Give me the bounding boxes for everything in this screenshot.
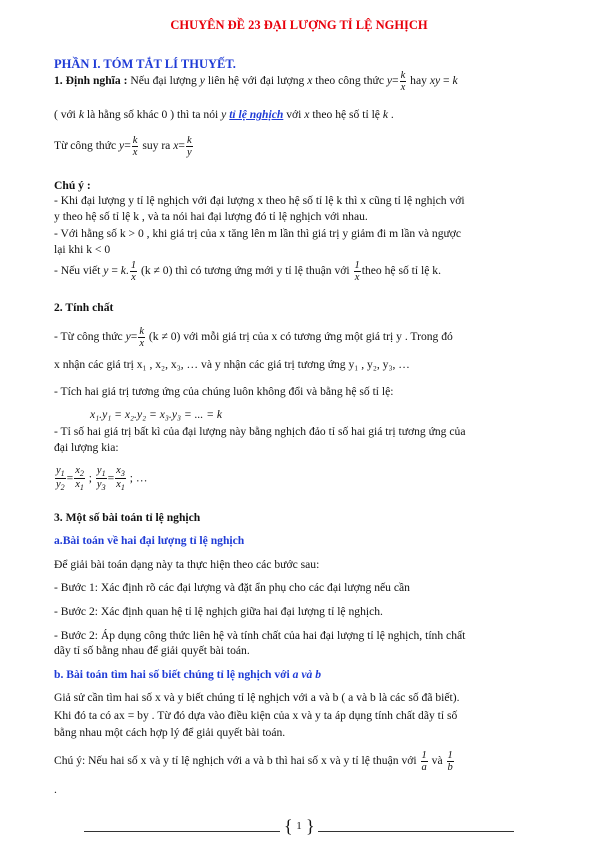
property-line-2: x nhận các giá trị x₁ , x₂, x₃, … và y nhận các giá trị tương ứng y₁ , y₂, y₃, … — [54, 358, 410, 371]
note-line-1: - Khi đại lượng y tỉ lệ nghịch với đại lượng x theo hệ số tỉ lệ k thì x cũng tỉ lệ nghịch với — [54, 194, 465, 207]
term-inverse-proportion: tỉ lệ nghịch — [229, 108, 284, 121]
fraction-k-over-x: $\frac{k}{x}$ — [400, 70, 406, 94]
fraction-k-over-x: $\frac{k}{x}$ — [139, 326, 144, 350]
fraction: $\frac{y_1}{y_3}$ — [96, 465, 106, 493]
note-label: Chú ý : — [54, 179, 91, 192]
text: Chú ý: Nếu hai số x và y tỉ lệ nghịch với a và b thì hai số x và y tỉ lệ thuận với — [54, 754, 420, 768]
text: - Nếu viết — [54, 264, 104, 278]
product-formula: x₁.y₁ = x₂.y₂ = x₃.y₃ = ... = k — [90, 408, 223, 421]
step-3-line-2: dãy tỉ số bằng nhau để giải quyết bài toán. — [54, 644, 250, 657]
subsection-a-intro: Để giải bài toán dạng này ta thực hiện theo các bước sau: — [54, 558, 320, 571]
text: a và b — [289, 668, 321, 681]
subsection-b-line-2: Khi đó ta có ax = by . Từ đó dựa vào điều kiện của x và y ta áp dụng tính chất dãy tỉ số — [54, 709, 458, 722]
note-line-2: y theo hệ số tỉ lệ k , và ta nói hai đại lượng đó tỉ lệ nghịch với nhau. — [54, 210, 368, 223]
text: theo công thức — [312, 74, 387, 88]
footer-rule-right — [318, 831, 514, 832]
text: suy ra — [139, 139, 174, 153]
fraction-1-over-b: $\frac{1}{b}$ — [447, 750, 453, 774]
fraction: $\frac{x_2}{x_1}$ — [75, 465, 84, 493]
section-2-heading: 2. Tính chất — [54, 301, 114, 314]
property-line-5: đại lượng kia: — [54, 441, 119, 454]
step-2: - Bước 2: Xác định quan hệ tỉ lệ nghịch giữa hai đại lượng tỉ lệ nghịch. — [54, 605, 383, 618]
fraction: $\frac{y_1}{y_2}$ — [56, 465, 65, 493]
text: theo hệ số tỉ lệ — [309, 108, 383, 121]
text: Từ công thức — [54, 139, 120, 153]
fraction-1-over-a: $\frac{1}{a}$ — [421, 750, 427, 774]
definition-line-1: 1. Định nghĩa : Nếu đại lượng y liên hệ với đại lượng x theo công thức y= $\frac{k}{x}$ hay xy = k — [54, 70, 458, 94]
text: b. Bài toán tìm hai số biết chúng tỉ lệ nghịch với — [54, 668, 290, 681]
page-number: 1 — [296, 820, 302, 832]
note-line-3: - Với hằng số k > 0 , khi giá trị của x tăng lên m lần thì giá trị y giảm đi m lần và ngược — [54, 227, 462, 240]
fraction: $\frac{x_3}{x_1}$ — [116, 465, 125, 493]
section-3-heading: 3. Một số bài toán tỉ lệ nghịch — [54, 511, 201, 524]
text: hay — [407, 74, 430, 88]
step-1: - Bước 1: Xác định rõ các đại lượng và đặt ẩn phụ cho các đại lượng nếu cần — [54, 581, 410, 594]
text: và — [428, 754, 446, 768]
footer-brace-left: { — [284, 816, 293, 836]
fraction-1-over-x: $\frac{1}{x}$ — [130, 260, 137, 284]
text: Nếu đại lượng — [127, 74, 200, 88]
document-title: CHUYÊN ĐỀ 23 ĐẠI LƯỢNG TỈ LỆ NGHỊCH — [170, 18, 428, 32]
note-line-5: - Nếu viết y = k. $\frac{1}{x}$ (k ≠ 0) thì có tương ứng mới y tỉ lệ thuận với $\frac{1}{x}$ theo hệ số tỉ lệ k. — [54, 260, 441, 284]
definition-line-3: Từ công thức y= $\frac{k}{x}$ suy ra x= $\frac{k}{y}$ — [54, 135, 192, 159]
trailing-dot: . — [54, 783, 57, 796]
subsection-b-line-1: Giả sử cần tìm hai số x và y biết chúng tỉ lệ nghịch với a và b ( a và b là các số đã biết). — [54, 691, 460, 704]
part-heading: PHẦN I. TÓM TẮT LÍ THUYẾT. — [54, 57, 236, 71]
text: - Từ công thức — [54, 330, 126, 344]
text: liên hệ với đại lượng — [204, 74, 308, 88]
footer-brace-right: } — [306, 816, 315, 836]
step-3-line-1: - Bước 2: Áp dụng công thức liên hệ và tính chất của hai đại lượng tỉ lệ nghịch, tính chất — [54, 629, 466, 642]
text: (k ≠ 0) thì có tương ứng mới y tỉ lệ thuận với — [138, 264, 353, 278]
text: là hằng số khác 0 ) thì ta nói — [83, 108, 222, 121]
definition-line-2: ( với k là hằng số khác 0 ) thì ta nói y tỉ lệ nghịch với x theo hệ số tỉ lệ k . — [54, 108, 394, 121]
property-line-4: - Tỉ số hai giá trị bất kì của đại lượng này bằng nghịch đảo tỉ số hai giá trị tương ứng của — [54, 425, 466, 438]
fraction-k-over-x: $\frac{k}{x}$ — [132, 135, 138, 159]
subsection-b-heading — [54, 667, 554, 682]
definition-label: 1. Định nghĩa : — [54, 74, 128, 88]
ratio-formulas: $\frac{y_1}{y_2}$ = $\frac{x_2}{x_1}$ ; $\frac{y_1}{y_3}$ = $\frac{x_3}{x_1}$ ; … — [56, 465, 148, 493]
text: (k ≠ 0) với mỗi giá trị của x có tương ứng một giá trị y . Trong đó — [145, 330, 453, 344]
text: theo hệ số tỉ lệ k. — [361, 264, 441, 278]
property-line-3: - Tích hai giá trị tương ứng của chúng luôn không đổi và bằng hệ số tỉ lệ: — [54, 385, 394, 398]
note-line-4: lại khi k < 0 — [54, 243, 111, 256]
subsection-b-note — [54, 750, 554, 773]
footer-rule-left — [84, 831, 280, 832]
subsection-b-line-3: bằng nhau một cách hợp lý để giải quyết bài toán. — [54, 726, 286, 739]
fraction-1-over-x: $\frac{1}{x}$ — [354, 260, 360, 284]
property-line-1: - Từ công thức y= $\frac{k}{x}$ (k ≠ 0) với mỗi giá trị của x có tương ứng một giá trị y . Trong đó — [54, 326, 453, 350]
text: ( với — [54, 108, 79, 121]
fraction-k-over-y: $\frac{k}{y}$ — [186, 135, 192, 159]
subsection-a-heading: a.Bài toán về hai đại lượng tỉ lệ nghịch — [54, 534, 245, 547]
text: với — [283, 108, 305, 121]
